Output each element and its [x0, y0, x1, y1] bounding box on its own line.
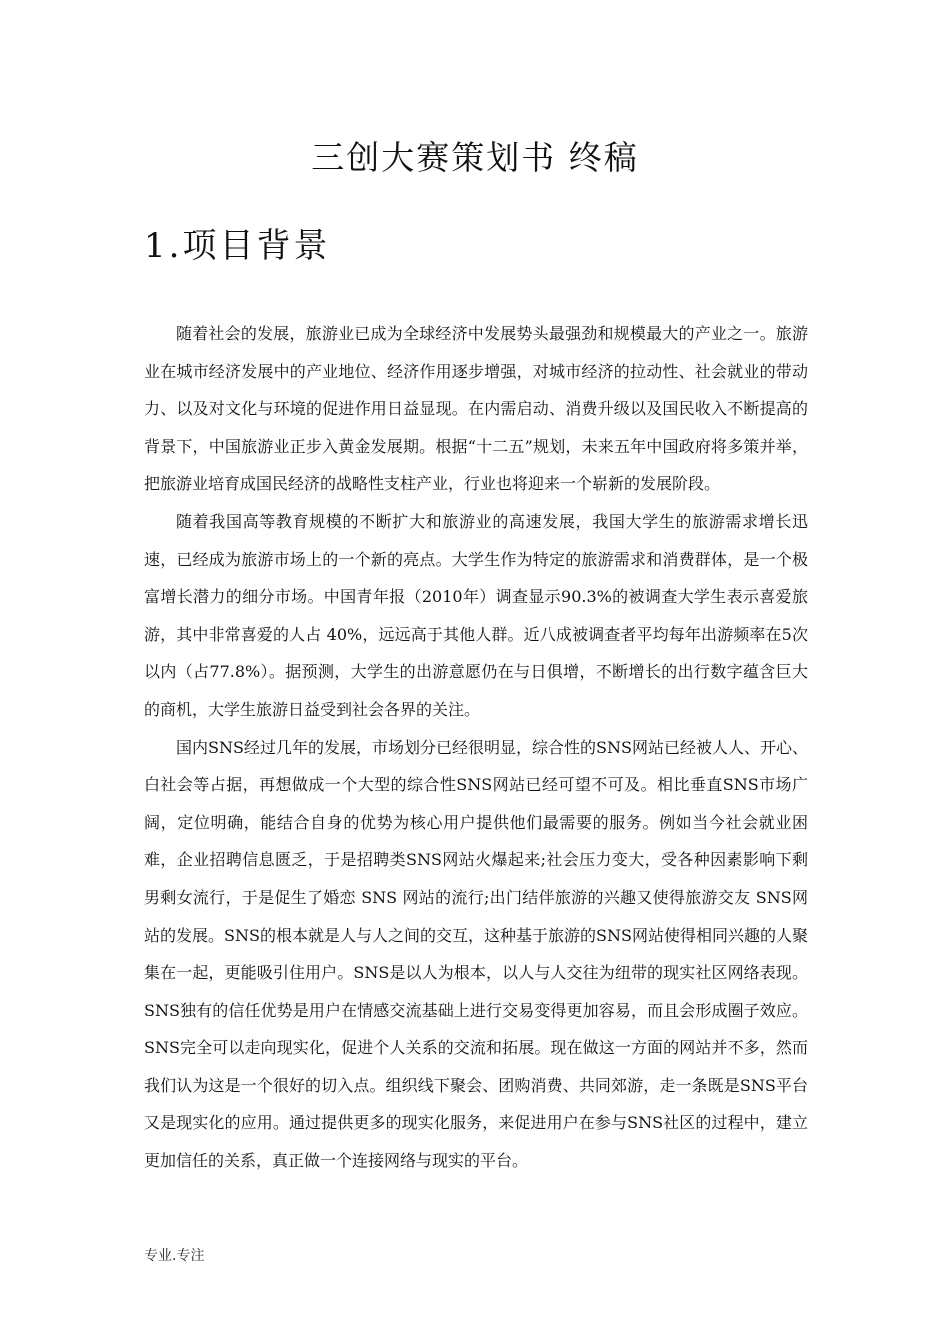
section-body	[144, 315, 808, 1180]
page-footer: 专业.专注	[144, 1248, 205, 1264]
paragraph-sns-market: 国内SNS经过几年的发展，市场划分已经很明显，综合性的SNS网站已经被人人、开心、白社会等占据，再想做成一个大型的综合性SNS网站已经可望不可及。相比垂直SNS市场广阔，定位明确，能结合自身的优势为核心用户提供他们最需要的服务。例如当今社会就业困难，企业招聘信息匮乏，于是招聘类SNS网站火爆起来;社会压力变大，受各种因素影响下剩男剩女流行，于是促生了婚恋 SNS 网站的流行;出门结伴旅游的兴趣又使得旅游交友 SNS网站的发展。SNS的根本就是人与人之间的交互，这种基于旅游的SNS网站使得相同兴趣的人聚集在一起，更能吸引住用户。SNS是以人为根本，以人与人交往为纽带的现实社区网络表现。SNS独有的信任优势是用户在情感交流基础上进行交易变得更加容易，而且会形成圈子效应。SNS完全可以走向现实化，促进个人关系的交流和拓展。现在做这一方面的网站并不多，然而我们认为这是一个很好的切入点。组织线下聚会、团购消费、共同郊游，走一条既是SNS平台又是现实化的应用。通过提供更多的现实化服务，来促进用户在参与SNS社区的过程中，建立更加信任的关系，真正做一个连接网络与现实的平台。	[144, 737, 808, 1171]
document-title: 三创大赛策划书 终稿	[311, 138, 639, 177]
paragraph-tourism-industry: 随着社会的发展，旅游业已成为全球经济中发展势头最强劲和规模最大的产业之一。旅游业在城市经济发展中的产业地位、经济作用逐步增强，对城市经济的拉动性、社会就业的带动力、以及对文化与环境的促进作用日益显现。在内需启动、消费升级以及国民收入不断提高的背景下，中国旅游业正步入黄金发展期。根据“十二五”规划，未来五年中国政府将多策并举，把旅游业培育成国民经济的战略性支柱产业，行业也将迎来一个崭新的发展阶段。	[144, 324, 808, 494]
paragraph-student-travel: 随着我国高等教育规模的不断扩大和旅游业的高速发展，我国大学生的旅游需求增长迅速，已经成为旅游市场上的一个新的亮点。大学生作为特定的旅游需求和消费群体，是一个极富增长潜力的细分市场。中国青年报（2010年）调查显示90.3%的被调查大学生表示喜爱旅游，其中非常喜爱的人占 40%，远远高于其他人群。近八成被调查者平均每年出游频率在5次以内（占77.8%）。据预测，大学生的出游意愿仍在与日俱增，不断增长的出行数字蕴含巨大的商机，大学生旅游日益受到社会各界的关注。	[144, 511, 808, 719]
section-heading: 1.项目背景	[144, 226, 331, 266]
